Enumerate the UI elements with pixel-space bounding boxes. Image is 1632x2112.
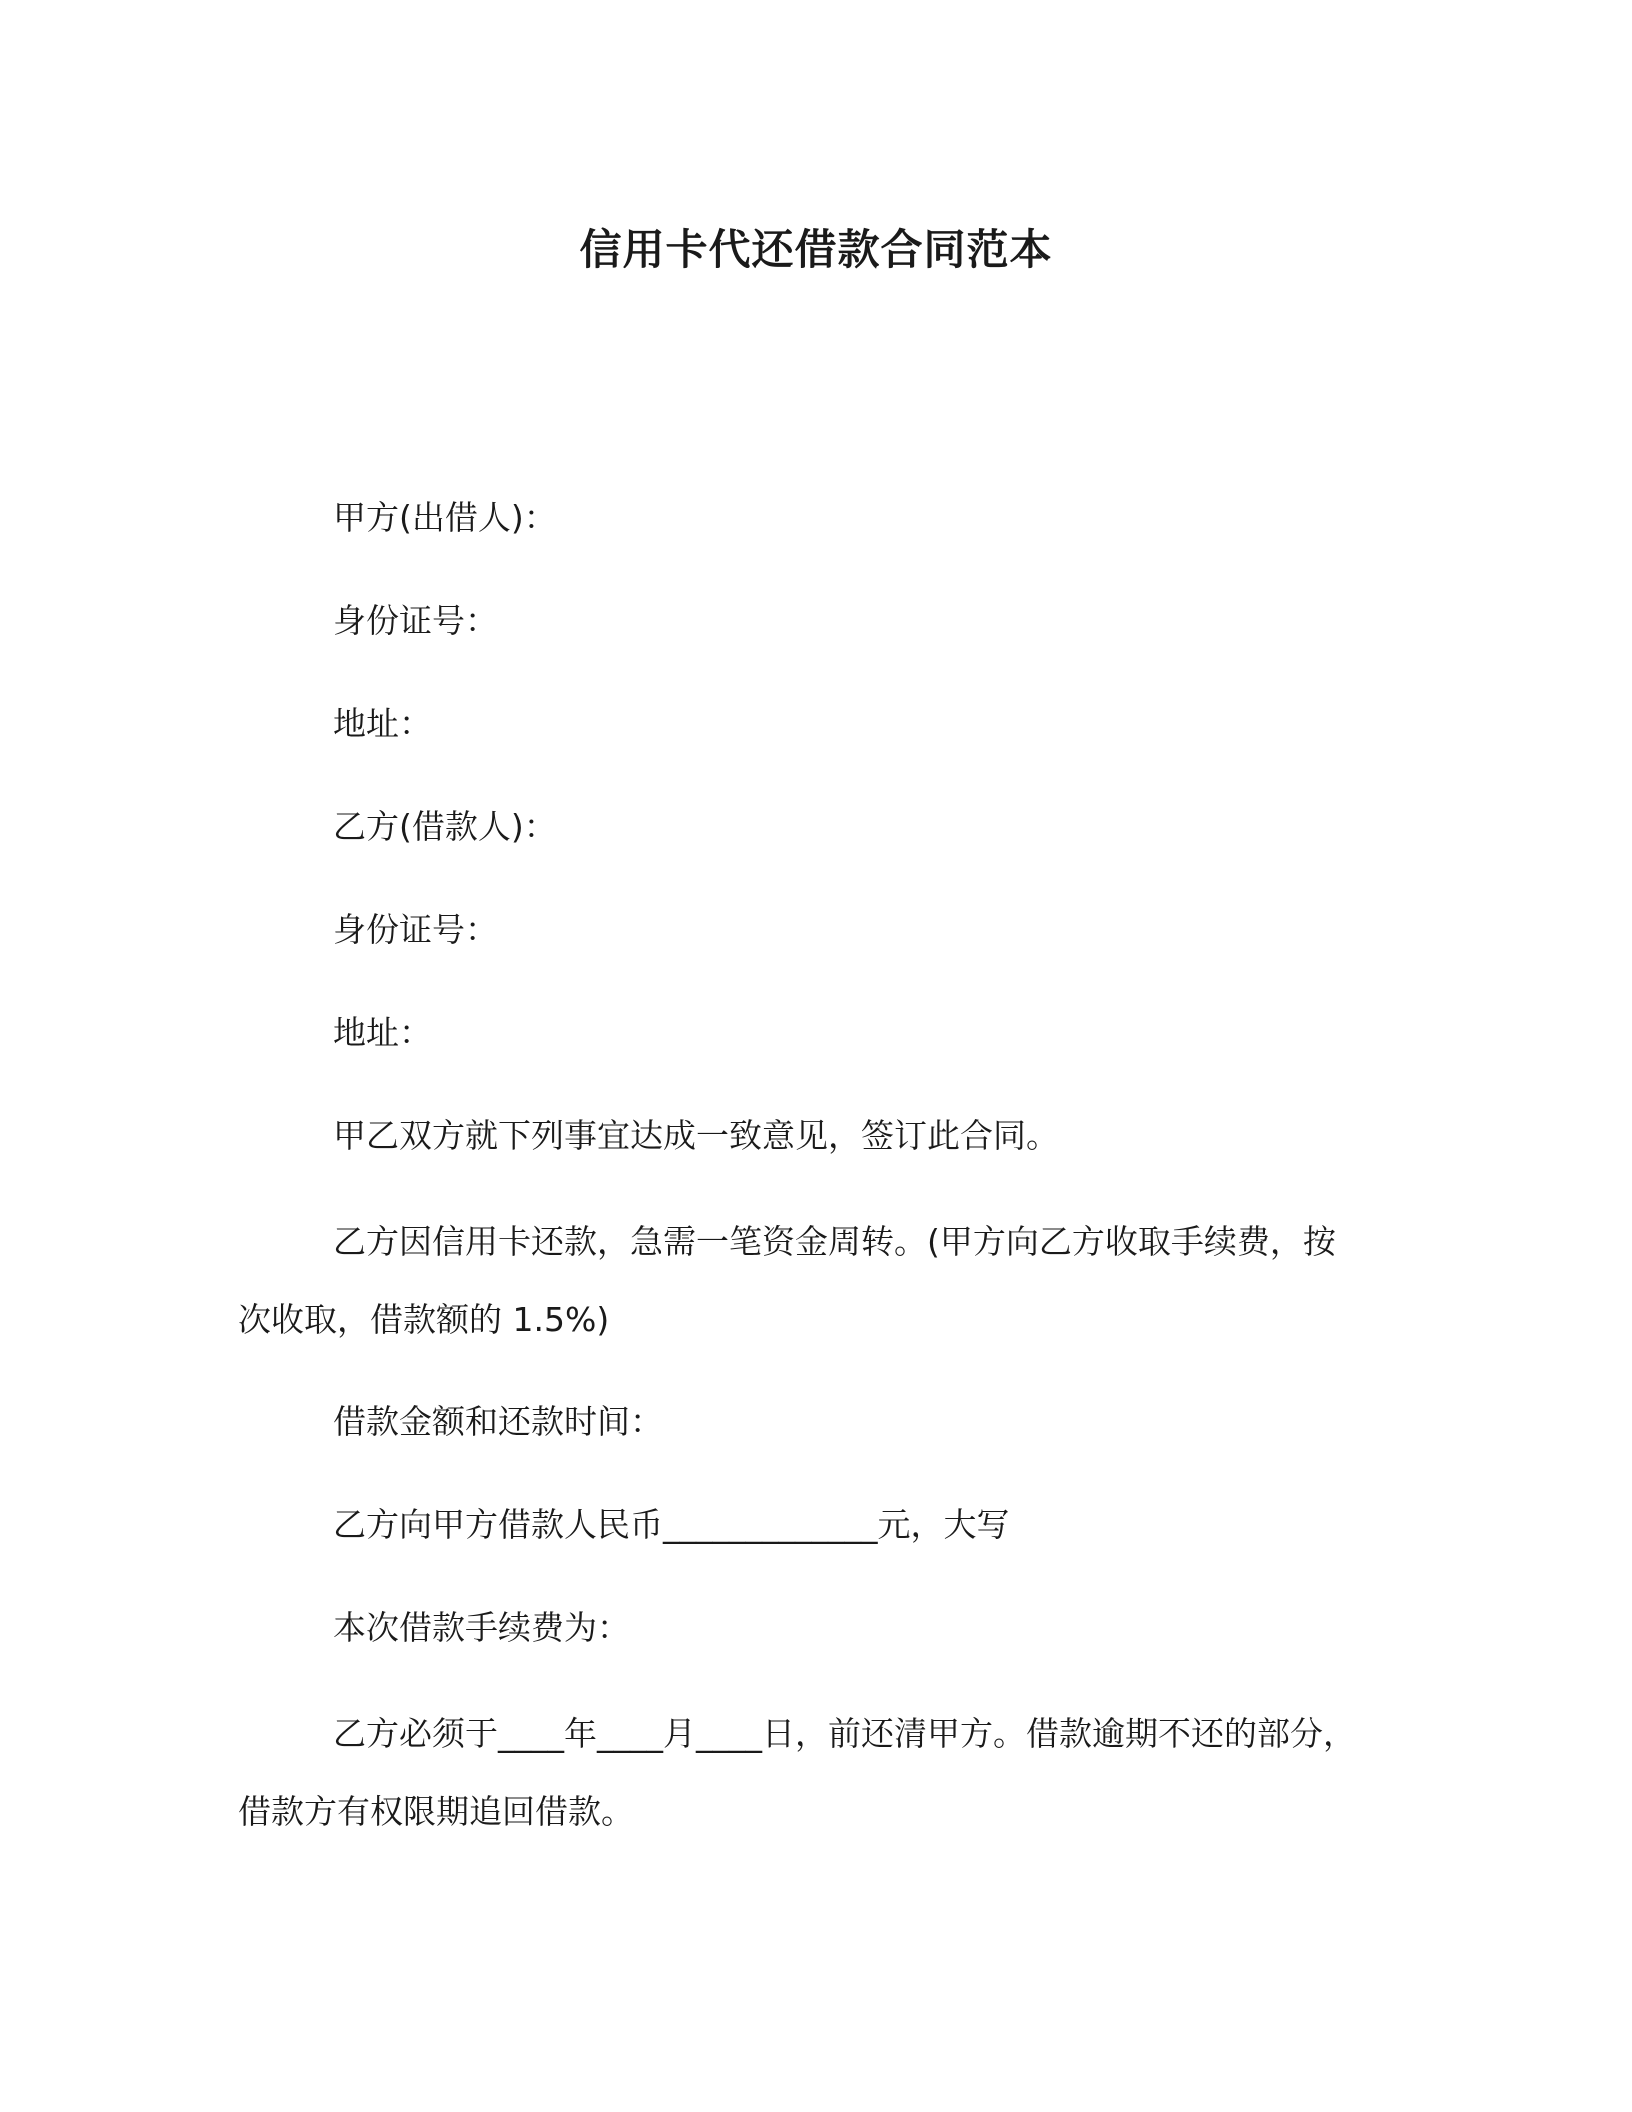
borrower-address-label: 地址： [333, 1013, 432, 1052]
lender-address-label: 地址： [333, 704, 432, 743]
loan-amount-line: 乙方向甲方借款人民币_____________元，大写 [333, 1505, 1010, 1544]
repayment-paragraph: 乙方必须于____年____月____日，前还清甲方。借款逾期不还的部分，借款方有权限期追回借款。 [238, 1714, 1356, 1831]
agreement-statement: 甲乙双方就下列事宜达成一致意见，签订此合同。 [333, 1116, 1059, 1155]
fee-paragraph: 乙方因信用卡还款，急需一笔资金周转。(甲方向乙方收取手续费，按次收取，借款额的 1.5%) [238, 1222, 1336, 1339]
lender-id-label: 身份证号： [333, 601, 498, 640]
document-title: 信用卡代还借款合同范本 [579, 225, 1053, 274]
borrower-label: 乙方(借款人)： [333, 807, 557, 846]
fee-amount-line: 本次借款手续费为： [333, 1608, 630, 1647]
lender-label: 甲方(出借人)： [333, 498, 557, 537]
loan-heading: 借款金额和还款时间： [333, 1402, 663, 1441]
borrower-id-label: 身份证号： [333, 910, 498, 949]
